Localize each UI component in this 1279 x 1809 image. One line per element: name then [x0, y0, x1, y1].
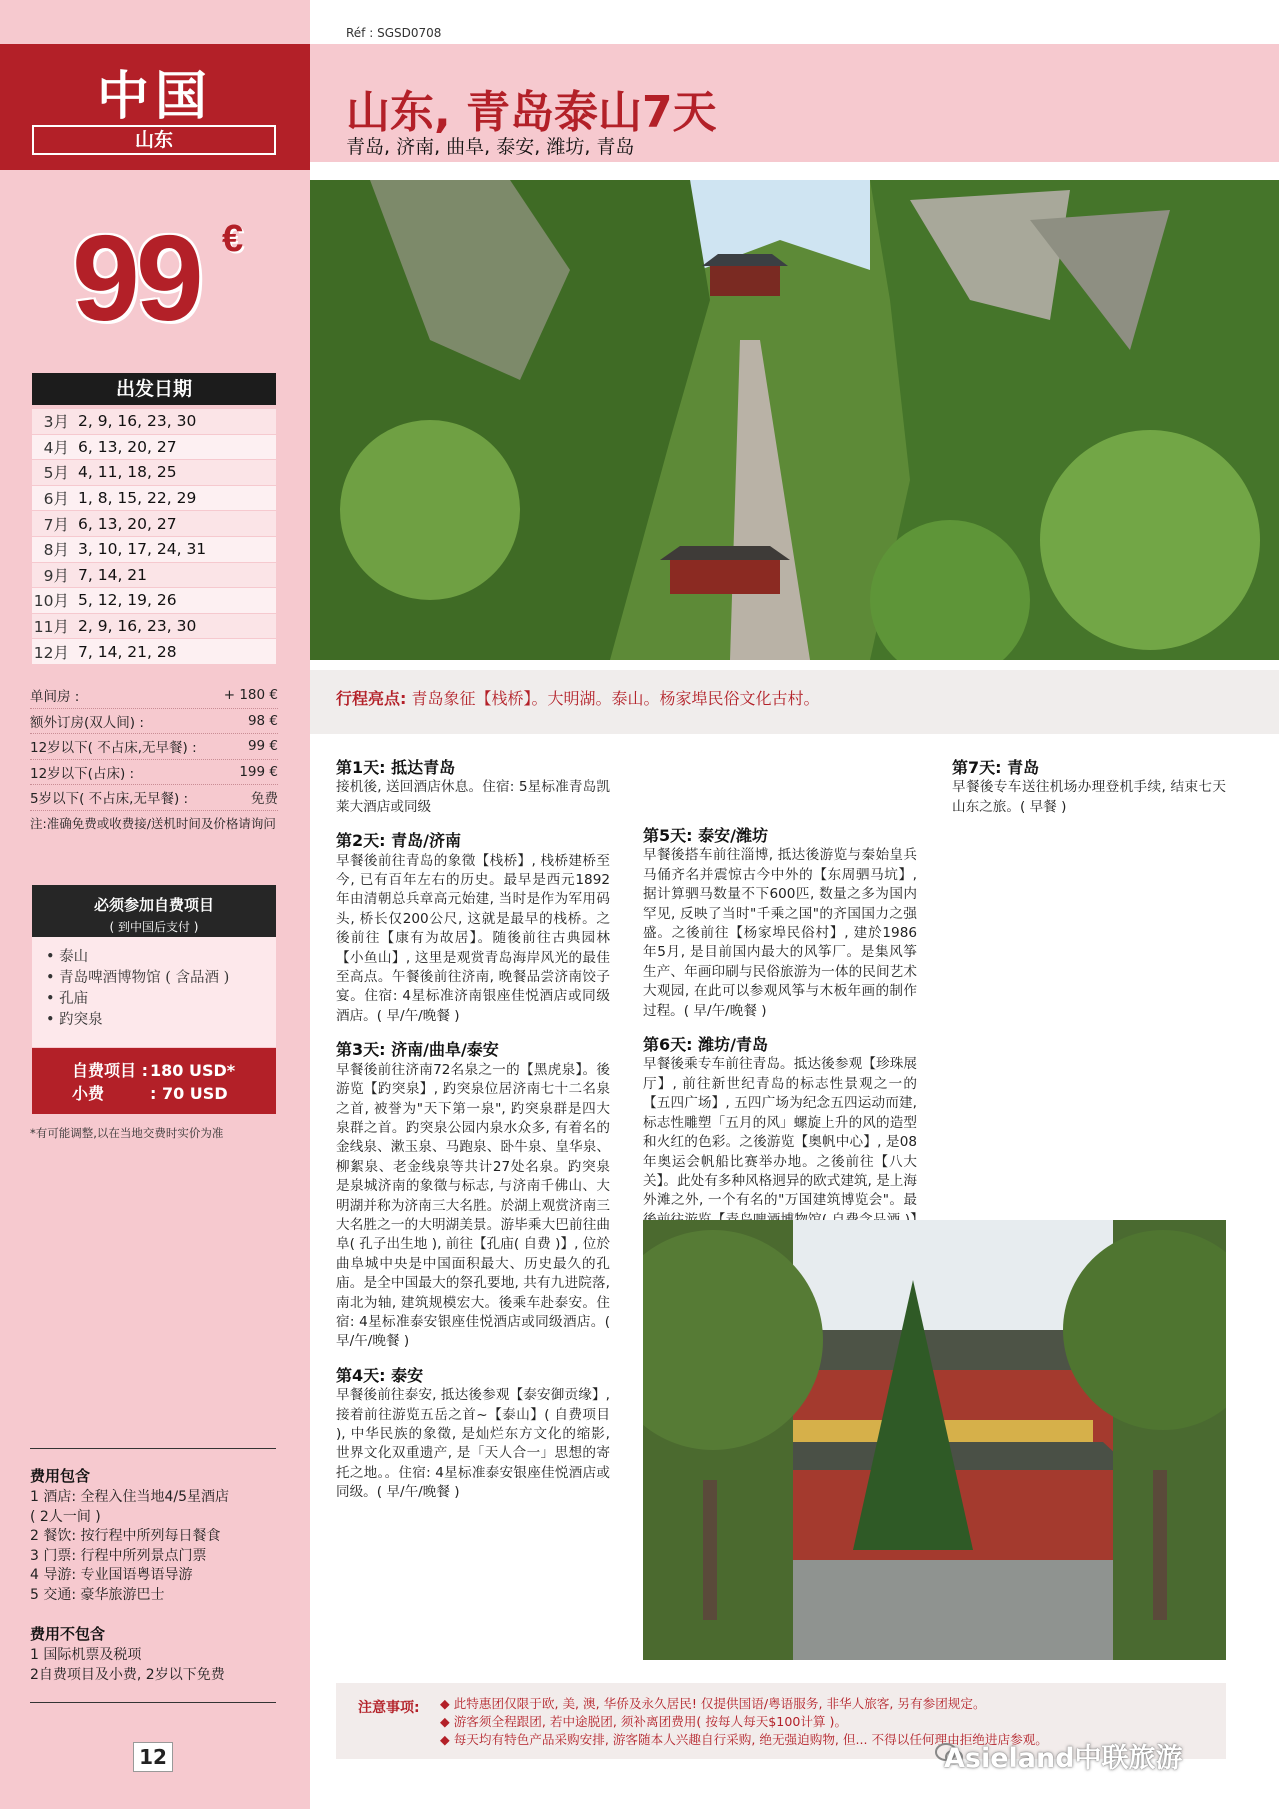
- departure-days: 4, 11, 18, 25: [78, 463, 177, 482]
- fee-value: 98 €: [247, 712, 278, 729]
- day-title: 第2天: 青岛/济南: [336, 831, 461, 851]
- day-title: 第3天: 济南/曲阜/泰安: [336, 1040, 499, 1060]
- day-text: 早餐後前往青岛的象徵【栈桥】, 栈桥建桥至今, 已有百年左右的历史。最早是西元1892年由清朝总兵章高元始建, 当时是作为军用码头, 桥长仅200公尺, 这就是最早的栈桥。之後前往【康有为故居】。随後前往古典园林【小鱼山】, 这里是观赏青岛海岸风光的最佳至高点。午餐後前往济南, 晚餐品尝济南饺子宴。住宿: 4星标准济南银座佳悦酒店或同级酒店。( 早/午/晚餐 ): [336, 852, 610, 1024]
- fee-label: 12岁以下( 不占床,无早餐) :: [30, 740, 197, 757]
- departure-row: [32, 511, 276, 537]
- departure-row: [32, 537, 276, 563]
- tip-label: 小费: [72, 1084, 105, 1103]
- optional-subtitle: ( 到中国后支付 ): [109, 920, 199, 934]
- day-text: 早餐後前往泰安, 抵达後参观【泰安御贡缘】, 接着前往游览五岳之首~【泰山】( 自费项目 ), 中华民族的象徵, 是灿烂东方文化的缩影, 世界文化双重遗产, 是「天人合一」思想的寄托之地。。住宿: 4星标准泰安银座佳悦酒店或同级。( 早/午/晚餐 ): [336, 1387, 610, 1501]
- highlights-label: 行程亮点:: [336, 689, 407, 708]
- notice-label: 注意事项:: [358, 1700, 420, 1716]
- day-text: 早餐後搭车前往淄博, 抵达後游览与秦始皇兵马俑齐名并震惊古今中外的【东周驷马坑】, 据计算驷马数量不下600匹, 数量之多为国内罕见, 反映了当时"千乘之国"的齐国国力之强盛。之後前往【杨家埠民俗村】, 建於1986年5月, 是目前国内最大的风筝厂。是集风筝生产、年画印刷与民俗旅游为一体的民间艺术大观园, 在此可以参观风筝与木板年画的制作过程。( 早/午/晚餐 ): [643, 847, 917, 1019]
- departure-month: 5月: [43, 464, 69, 483]
- fee-table: [30, 683, 278, 811]
- optional-fee-value: 180 USD*: [150, 1061, 236, 1080]
- departure-row: [32, 614, 276, 640]
- fee-row: [30, 785, 278, 811]
- departure-days: 2, 9, 16, 23, 30: [78, 412, 197, 431]
- fee-label: 单间房 :: [30, 689, 80, 706]
- list-item: 2自费项目及小费, 2岁以下免费: [30, 1666, 225, 1683]
- list-item: 4 导游: 专业国语粤语导游: [30, 1567, 193, 1583]
- departures-table: [32, 409, 276, 665]
- day-title: 第1天: 抵达青岛: [336, 758, 456, 777]
- page-number: 12: [133, 1742, 173, 1772]
- departure-row: [32, 486, 276, 512]
- excluded-title: 费用不包含: [30, 1625, 106, 1643]
- included-title: 费用包含: [30, 1467, 91, 1485]
- temple-illustration: [643, 1220, 1226, 1660]
- departure-days: 1, 8, 15, 22, 29: [78, 489, 197, 508]
- departure-row: [32, 588, 276, 614]
- optional-footnote: *有可能调整,以在当地交费时实价为准: [30, 1126, 224, 1140]
- departure-month: 10月: [33, 592, 69, 611]
- notice-line: ◆ 此特惠团仅限于欧, 美, 澳, 华侨及永久居民! 仅提供国语/粤语服务, 非华人旅客, 另有参团规定。: [440, 1695, 1220, 1713]
- highlights-text: 青岛象征【栈桥】。大明湖。泰山。杨家埠民俗文化古村。: [411, 689, 820, 708]
- fee-row: [30, 683, 278, 709]
- fee-label: 额外订房(双人间) :: [30, 714, 144, 731]
- day-text: 接机後, 送回酒店休息。住宿: 5星标准青岛凯莱大酒店或同级: [336, 779, 610, 815]
- departure-month: 12月: [33, 643, 69, 662]
- day-text: 早餐後前往济南72名泉之一的【黑虎泉】。後游览【趵突泉】, 趵突泉位居济南七十二名泉之首, 被誉为"天下第一泉", 趵突泉群是四大泉群之首。趵突泉公园内泉水众多, 有着名的金线泉、漱玉泉、马跑泉、卧牛泉、皇华泉、柳絮泉、老金线泉等共计27处名泉。趵突泉是泉城济南的象徵与标志, 与济南千佛山、大明湖并称为济南三大名胜。於湖上观赏济南三大名胜之一的大明湖美景。游毕乘大巴前往曲阜( 孔子出生地 ), 前往【孔庙( 自费 )】, 位於曲阜城中央是中国面积最大、历史最久的孔庙。是全中国最大的祭孔要地, 共有九进院落, 南北为轴, 建筑规模宏大。後乘车赴泰安。住宿: 4星标准泰安银座佳悦酒店或同级酒店。( 早/午/晚餐 ): [336, 1061, 610, 1350]
- itinerary-column-3: [952, 758, 1226, 817]
- country-label: 中国: [96, 67, 213, 127]
- list-item: 1 酒店: 全程入住当地4/5星酒店: [30, 1489, 230, 1505]
- fee-value: 99 €: [247, 738, 278, 755]
- reference-code: Réf : SGSD0708: [346, 26, 442, 40]
- departure-month: 7月: [43, 515, 69, 534]
- list-item: 3 门票: 行程中所列景点门票: [30, 1547, 207, 1564]
- watermark: Asieland中联旅游: [944, 1743, 1183, 1774]
- departure-row: [32, 460, 276, 486]
- departure-days: 7, 14, 21: [78, 565, 148, 584]
- departure-month: 11月: [33, 618, 69, 637]
- optional-activities-list: [32, 937, 276, 1047]
- fee-label: 5岁以下( 不占床,无早餐) :: [30, 791, 189, 808]
- day-title: 第5天: 泰安/潍坊: [643, 826, 768, 845]
- taishan-photo: [310, 180, 1279, 660]
- departure-days: 5, 12, 19, 26: [78, 591, 177, 610]
- tip-value: : 70 USD: [150, 1084, 228, 1103]
- list-item: • 趵突泉: [46, 1010, 276, 1031]
- page-subtitle: 青岛, 济南, 曲阜, 泰安, 潍坊, 青岛: [346, 136, 635, 158]
- optional-title: 必须参加自费项目: [93, 896, 214, 914]
- departure-days: 6, 13, 20, 27: [78, 437, 177, 456]
- departure-month: 9月: [43, 566, 69, 585]
- departure-days: 7, 14, 21, 28: [78, 642, 177, 661]
- list-item: • 泰山: [46, 947, 276, 968]
- fee-label: 12岁以下(占床) :: [30, 765, 135, 782]
- day-text: 早餐後专车送往机场办理登机手续, 结束七天山东之旅。( 早餐 ): [952, 779, 1226, 815]
- departure-days: 6, 13, 20, 27: [78, 514, 177, 533]
- price-unit: €: [222, 218, 244, 260]
- departure-row: [32, 639, 276, 665]
- optional-fee-label: 自费项目 :: [72, 1061, 148, 1080]
- list-item: ( 2人一间 ): [30, 1508, 101, 1525]
- fee-value: 199 €: [239, 763, 278, 780]
- fee-row: [30, 709, 278, 735]
- temple-photo: [643, 1220, 1226, 1660]
- page-title: 山东, 青岛泰山7天: [346, 87, 717, 138]
- list-item: • 青岛啤酒博物馆 ( 含品酒 ): [46, 968, 276, 989]
- departure-days: 3, 10, 17, 24, 31: [78, 540, 207, 559]
- fee-value: + 180 €: [223, 687, 278, 704]
- highlights: [336, 686, 820, 709]
- day-title: 第6天: 潍坊/青岛: [643, 1035, 768, 1055]
- day-title: 第4天: 泰安: [336, 1365, 424, 1385]
- fee-row: [30, 760, 278, 786]
- optional-fee-box: [32, 1048, 276, 1114]
- optional-activities-header: [32, 885, 276, 937]
- fee-value: 免费: [251, 791, 278, 808]
- day-title: 第7天: 青岛: [952, 758, 1040, 777]
- price: 99: [72, 210, 200, 346]
- list-item: 5 交通: 豪华旅游巴士: [30, 1586, 165, 1603]
- list-item: 2 餐饮: 按行程中所列每日餐食: [30, 1528, 221, 1544]
- departure-month: 6月: [43, 490, 69, 509]
- taishan-illustration: [310, 180, 1279, 660]
- departures-title: 出发日期: [32, 373, 276, 405]
- day-text: 早餐後乘专车前往青岛。抵达後参观【珍珠展厅】, 前往新世纪青岛的标志性景观之一的【五四广场】, 五四广场为纪念五四运动而建, 标志性雕塑「五月的风」螺旋上升的风的造型和火红的色彩。之後游览【奥帆中心】, 是08年奥运会帆船比赛举办地。之後前往【八大关】。此处有多种风格迥异的欧式建筑, 是上海外滩之外, 一个有名的"万国建筑博览会"。最: [643, 1056, 917, 1209]
- divider: [30, 1702, 276, 1703]
- departure-row: [32, 563, 276, 589]
- list-item: 1 国际机票及税项: [30, 1647, 142, 1663]
- notice-line: ◆ 游客须全程跟团, 若中途脱团, 须补离团费用( 按每人每天$100计算 )。: [440, 1713, 1220, 1731]
- divider: [30, 1448, 276, 1449]
- included-section: [30, 1465, 280, 1605]
- departure-days: 2, 9, 16, 23, 30: [78, 617, 197, 636]
- fee-row: [30, 734, 278, 760]
- departure-month: 3月: [43, 413, 69, 432]
- notice-line: ◆ 每天均有特色产品采购安排, 游客随本人兴趣自行采购, 绝无强迫购物, 但... 不得以任何理由拒绝进店参观。: [440, 1731, 1220, 1749]
- itinerary-column-1: [336, 758, 610, 1503]
- departure-month: 4月: [43, 438, 69, 457]
- departure-month: 8月: [43, 541, 69, 560]
- departure-row: [32, 409, 276, 435]
- departure-row: [32, 435, 276, 461]
- province-label: 山东: [32, 125, 276, 155]
- fee-note: 注:准确免费或收费接/送机时间及价格请询问: [30, 816, 276, 831]
- excluded-section: [30, 1623, 280, 1685]
- list-item: • 孔庙: [46, 989, 276, 1010]
